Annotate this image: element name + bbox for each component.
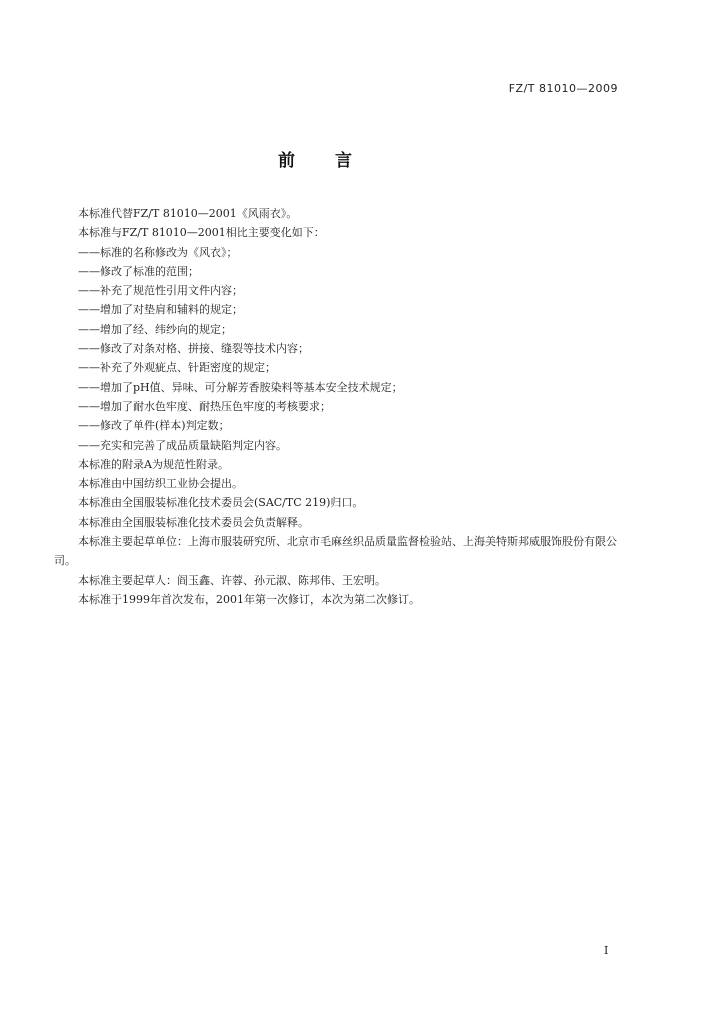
- list-item: ——补充了规范性引用文件内容；: [78, 284, 243, 298]
- paragraph: 本标准于1999年首次发布，2001年第一次修订，本次为第二次修订。: [78, 592, 420, 606]
- foreword-body: [54, 204, 624, 609]
- paragraph: 本标准代替FZ/T 81010—2001《风雨衣》。: [78, 207, 298, 220]
- paragraph: 本标准由中国纺织工业协会提出。: [78, 477, 243, 491]
- paragraph: 本标准主要起草单位：上海市服装研究所、北京市毛麻丝织品质量监督检验站、上海美特斯邦威服饰股份有限公司。: [54, 535, 617, 568]
- paragraph: 本标准由全国服装标准化技术委员会负责解释。: [78, 515, 309, 529]
- list-item: ——修改了单件(样本)判定数；: [78, 419, 230, 433]
- page-title: 前言: [278, 151, 392, 171]
- paragraph: 本标准主要起草人：阎玉鑫、许蓉、孙元淑、陈邦伟、王宏明。: [78, 573, 386, 587]
- standard-code: FZ/T 81010—2009: [508, 82, 618, 95]
- list-item: ——增加了pH值、异味、可分解芳香胺染料等基本安全技术规定；: [78, 380, 403, 394]
- list-item: ——修改了对条对格、拼接、缝裂等技术内容；: [78, 342, 309, 356]
- list-item: ——充实和完善了成品质量缺陷判定内容。: [78, 438, 287, 452]
- paragraph: 本标准由全国服装标准化技术委员会(SAC/TC 219)归口。: [78, 496, 364, 510]
- paragraph: 本标准的附录A为规范性附录。: [78, 457, 229, 471]
- list-item: ——增加了经、纬纱向的规定；: [78, 322, 232, 336]
- list-item: ——补充了外观疵点、针距密度的规定；: [78, 361, 276, 375]
- list-item: ——修改了标准的范围；: [78, 264, 199, 278]
- list-item: ——增加了耐水色牢度、耐热压色牢度的考核要求；: [78, 399, 331, 413]
- paragraph: 本标准与FZ/T 81010—2001相比主要变化如下：: [78, 226, 325, 240]
- list-item: ——标准的名称修改为《风衣》；: [78, 245, 238, 259]
- page-number: I: [604, 944, 609, 957]
- list-item: ——增加了对垫肩和辅料的规定；: [78, 303, 243, 317]
